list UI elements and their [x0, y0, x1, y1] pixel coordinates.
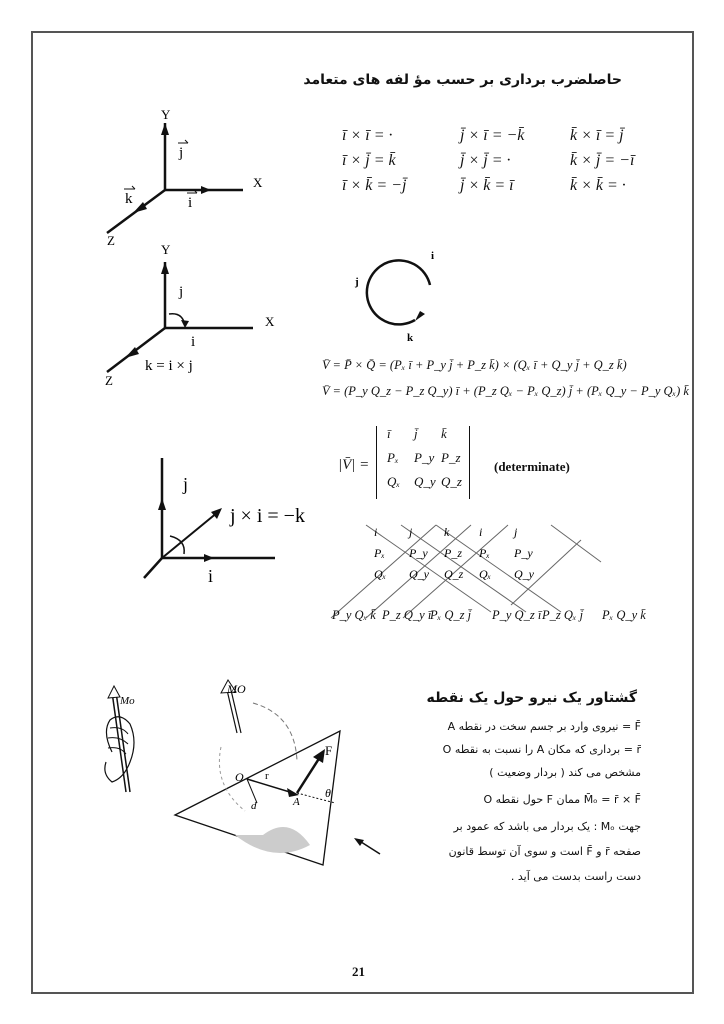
det-cell: j̄: [414, 426, 418, 441]
axis-label-z: Z: [105, 373, 113, 388]
cross-product-cell: k̄ × j̄ = −ī: [570, 152, 635, 169]
sarrus-cell: Pₓ: [479, 546, 490, 560]
unit-i-label: i: [208, 566, 214, 586]
det-cell: Q_z: [441, 474, 462, 489]
sarrus-cell: j: [409, 525, 413, 539]
vector-equation-1: V̄ = P̄ × Q̄ = (Pₓ ī + P_y j̄ + P_z k̄) × (Qₓ ī + Q_y j̄ + Q_z k̄): [322, 358, 627, 372]
cross-product-table: [342, 127, 642, 202]
k-equals-i-cross-j: k = i × j: [145, 358, 193, 374]
sarrus-cell: P_z: [444, 546, 462, 560]
axis-label-y: Y: [161, 107, 171, 122]
point-o-label: O: [235, 770, 244, 784]
theta-label: θ: [325, 786, 331, 800]
det-cell: Q_y: [414, 474, 436, 489]
description-line: F̄ = نیروی وارد بر جسم سخت در نقطه A: [447, 720, 641, 733]
sarrus-cell: j: [514, 525, 518, 539]
cross-product-cell: ī × j̄ = k̄: [342, 152, 396, 169]
right-hand-rule-figure: [92, 682, 172, 802]
cross-product-cell: j̄ × ī = −k̄: [460, 127, 525, 144]
unit-j-label: j: [179, 284, 184, 300]
sarrus-cell: Q_y: [409, 567, 429, 581]
sarrus-term: Pₓ Q_y k̄: [602, 608, 646, 622]
det-cell: P_z: [441, 450, 461, 465]
axes-figure-2: [95, 240, 295, 390]
section-title-cross-product: حاصلضرب برداری بر حسب مؤ لفه های متعامد: [303, 72, 622, 88]
cross-product-cell: k̄ × ī = j̄: [570, 127, 624, 144]
cycle-j-label: j: [355, 276, 359, 288]
unit-j-label: j: [183, 474, 189, 494]
cross-product-cell: j̄ × j̄ = ·: [460, 152, 511, 169]
sarrus-cell: P_y: [409, 546, 428, 560]
cyclic-order-diagram: [345, 245, 455, 345]
sarrus-term: P_y Q_z ī: [492, 608, 542, 622]
section-title-moment: گشتاور یک نیرو حول یک نقطه: [426, 690, 637, 706]
sarrus-cell: Qₓ: [479, 567, 492, 581]
cross-product-cell: ī × k̄ = −j̄: [342, 177, 407, 194]
j-cross-i-equation: j × i = −k: [230, 505, 305, 527]
moment-description: [361, 720, 641, 893]
sarrus-cell: i: [374, 525, 378, 539]
cross-product-cell: ī × ī = ·: [342, 127, 393, 144]
sarrus-cell: k: [444, 525, 450, 539]
sarrus-term: P_y Qₓ k̄: [332, 608, 376, 622]
page-number: 21: [352, 964, 365, 979]
description-line: مشخص می کند ( بردار وضعیت ): [489, 766, 641, 779]
det-cell: Pₓ: [387, 450, 399, 465]
det-cell: P_y: [414, 450, 435, 465]
sarrus-cell: Q_z: [444, 567, 464, 581]
cross-product-cell: j̄ × k̄ = ī: [460, 177, 514, 194]
unit-k-label: k: [125, 191, 133, 207]
description-line: M̄ₒ = r̄ × F̄ ممان F حول نقطه O: [483, 793, 641, 806]
det-cell: Qₓ: [387, 474, 401, 489]
unit-i-label: i: [188, 195, 193, 211]
determinant-lhs: |V̄| =: [338, 457, 370, 473]
determinant-matrix: [376, 426, 470, 499]
sarrus-term: Pₓ Q_z j̄: [430, 608, 472, 622]
description-line: r̄ = برداری که مکان A را نسبت به نقطه O: [442, 743, 641, 756]
sarrus-cell: Pₓ: [374, 546, 385, 560]
unit-j-label: j: [179, 145, 184, 161]
cycle-k-label: k: [407, 332, 414, 344]
sarrus-term: P_z Qₓ j̄: [542, 608, 584, 622]
axis-label-x: X: [253, 175, 263, 190]
description-line: جهت Mₒ : یک بردار می باشد که عمود بر: [453, 820, 641, 833]
moment-label: MO: [227, 682, 246, 696]
determinate-note: (determinate): [494, 459, 570, 474]
sarrus-cell: i: [479, 525, 483, 539]
r-label: r: [265, 770, 269, 782]
description-line: دست راست بدست می آید .: [510, 870, 641, 883]
point-a-label: A: [293, 796, 300, 808]
cycle-i-label: i: [431, 250, 435, 262]
moment-hand-label: Mo: [120, 695, 135, 707]
force-label: F: [325, 743, 333, 758]
sarrus-cell: Q_y: [514, 567, 534, 581]
vector-equation-2: V̄ = (P_y Q_z − P_z Q_y) ī + (P_z Qₓ − Pₓ Q_z) j̄ + (Pₓ Q_y − P_y Qₓ) k̄: [322, 384, 689, 398]
det-cell: ī: [387, 426, 391, 441]
description-line: صفحه r̄ و F̄ است و سوی آن توسط قانون: [448, 845, 641, 858]
sarrus-cell: P_y: [514, 546, 533, 560]
axis-label-x: X: [265, 314, 275, 329]
unit-i-label: i: [191, 334, 196, 350]
axes-figure-3: [140, 450, 340, 590]
axis-label-y: Y: [161, 242, 171, 257]
distance-d-label: d: [251, 800, 257, 812]
cross-product-cell: k̄ × k̄ = ·: [570, 177, 626, 194]
axes-figure-1: [95, 105, 285, 250]
det-cell: k̄: [441, 426, 447, 441]
axis-label-z: Z: [107, 233, 115, 248]
sarrus-cell: Qₓ: [374, 567, 387, 581]
sarrus-term: P_z Q_y ī: [382, 608, 432, 622]
